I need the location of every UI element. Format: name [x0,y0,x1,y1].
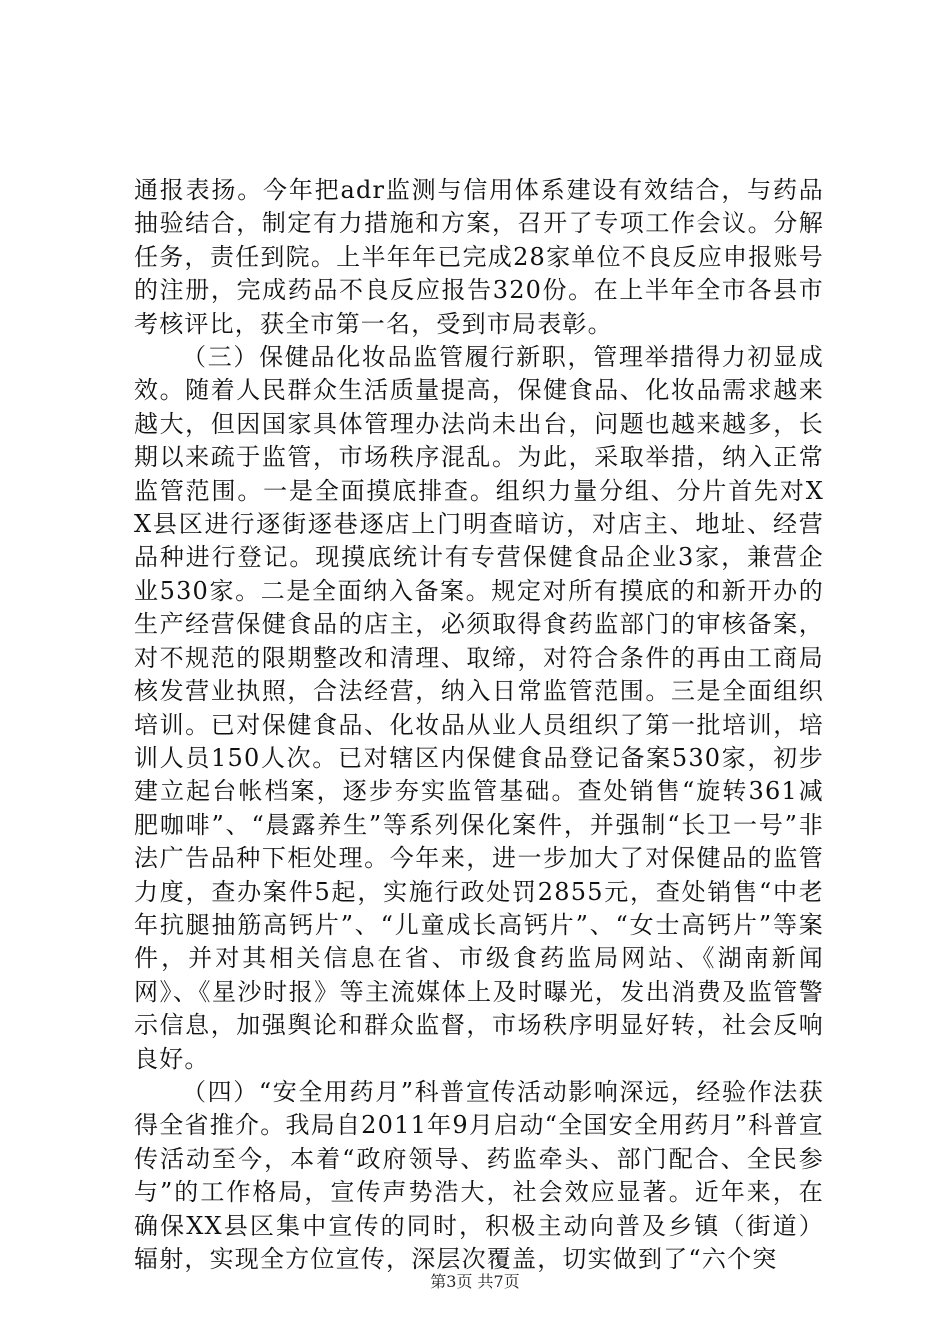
paragraph-health-products-supervision: （三）保健品化妆品监管履行新职，管理举措得力初显成效。随着人民群众生活质量提高，保健食品、化妆品需求越来越大，但因国家具体管理办法尚未出台，问题也越来越多，长期以来疏于监管，市场秩序混乱。为此，采取举措，纳入正常监管范围。一是全面摸底排查。组织力量分组、分片首先对XX县区进行逐街逐巷逐店上门明查暗访，对店主、地址、经营品种进行登记。现摸底统计有专营保健食品企业3家，兼营企业530家。二是全面纳入备案。规定对所有摸底的和新开办的生产经营保健食品的店主，必须取得食药监部门的审核备案，对不规范的限期整改和清理、取缔，对符合条件的再由工商局核发营业执照，合法经营，纳入日常监管范围。三是全面组织培训。已对保健食品、化妆品从业人员组织了第一批培训，培训人员150人次。已对辖区内保健食品登记备案530家，初步建立起台帐档案，逐步夯实监管基础。查处销售“旋转361减肥咖啡”、“晨露养生”等系列保化案件，并强制“长卫一号”非法广告品种下柜处理。今年来，进一步加大了对保健品的监管力度，查办案件5起，实施行政处罚2855元，查处销售“中老年抗腿抽筋高钙片”、“儿童成长高钙片”、“女士高钙片”等案件，并对其相关信息在省、市级食药监局网站、《湖南新闻网》、《星沙时报》等主流媒体上及时曝光，发出消费及监管警示信息，加强舆论和群众监督，市场秩序明显好转，社会反响良好。 [134,343,824,1073]
document-body [134,174,824,1276]
paragraph-safe-medication-month: （四）“安全用药月”科普宣传活动影响深远，经验作法获得全省推介。我局自2011年9月启动“全国安全用药月”科普宣传活动至今，本着“政府领导、药监牵头、部门配合、全民参与”的工作格局，宣传声势浩大，社会效应显著。近年来，在确保XX县区集中宣传的同时，积极主动向普及乡镇（街道）辐射，实现全方位宣传，深层次覆盖，切实做到了“六个突 [134,1077,824,1273]
paragraph-adr-monitoring: 通报表扬。今年把adr监测与信用体系建设有效结合，与药品抽验结合，制定有力措施和方案，召开了专项工作会议。分解任务，责任到院。上半年年已完成28家单位不良反应申报账号的注册，完成药品不良反应报告320份。在上半年全市各县市考核评比，获全市第一名，受到市局表彰。 [134,176,824,338]
page-number-footer: 第3页 共7页 [430,1272,520,1291]
